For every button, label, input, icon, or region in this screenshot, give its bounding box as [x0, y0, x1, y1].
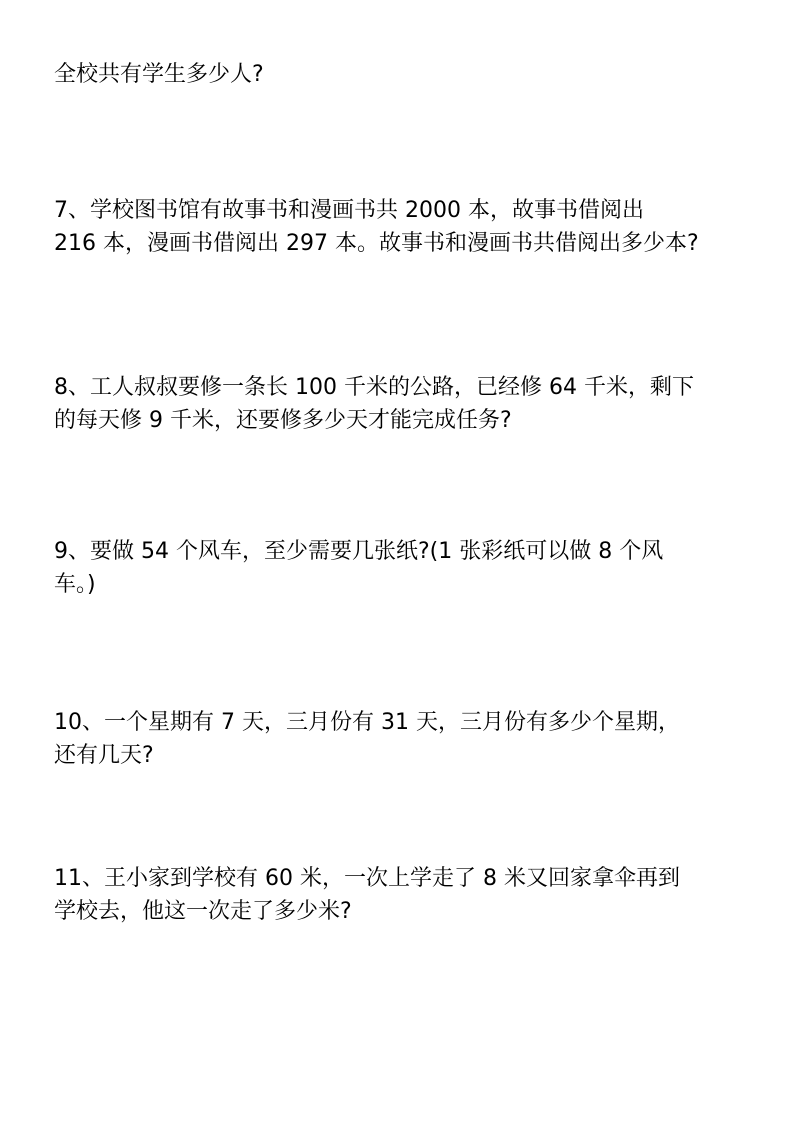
question-6-continuation [54, 58, 754, 91]
question-9 [54, 535, 754, 601]
question-text-line: 9、要做 54 个风车，至少需要几张纸?(1 张彩纸可以做 8 个风 [54, 539, 664, 564]
question-text-line: 的每天修 9 千米，还要修多少天才能完成任务? [54, 408, 512, 433]
question-10 [54, 706, 754, 772]
question-11 [54, 862, 754, 928]
question-text-line: 还有几天? [54, 743, 154, 768]
question-text-line: 11、王小家到学校有 60 米，一次上学走了 8 米又回家拿伞再到 [54, 866, 680, 891]
question-text-line: 7、学校图书馆有故事书和漫画书共 2000 本，故事书借阅出 [54, 198, 644, 223]
question-text-line: 车。) [54, 572, 96, 597]
question-text-line: 216 本，漫画书借阅出 297 本。故事书和漫画书共借阅出多少本? [54, 231, 699, 256]
question-text-line: 全校共有学生多少人? [54, 62, 264, 87]
question-text-line: 8、工人叔叔要修一条长 100 千米的公路，已经修 64 千米，剩下 [54, 375, 694, 400]
question-text-line: 10、一个星期有 7 天，三月份有 31 天，三月份有多少个星期， [54, 710, 680, 735]
question-8 [54, 371, 754, 437]
question-7 [54, 194, 754, 260]
question-text-line: 学校去，他这一次走了多少米? [54, 899, 352, 924]
